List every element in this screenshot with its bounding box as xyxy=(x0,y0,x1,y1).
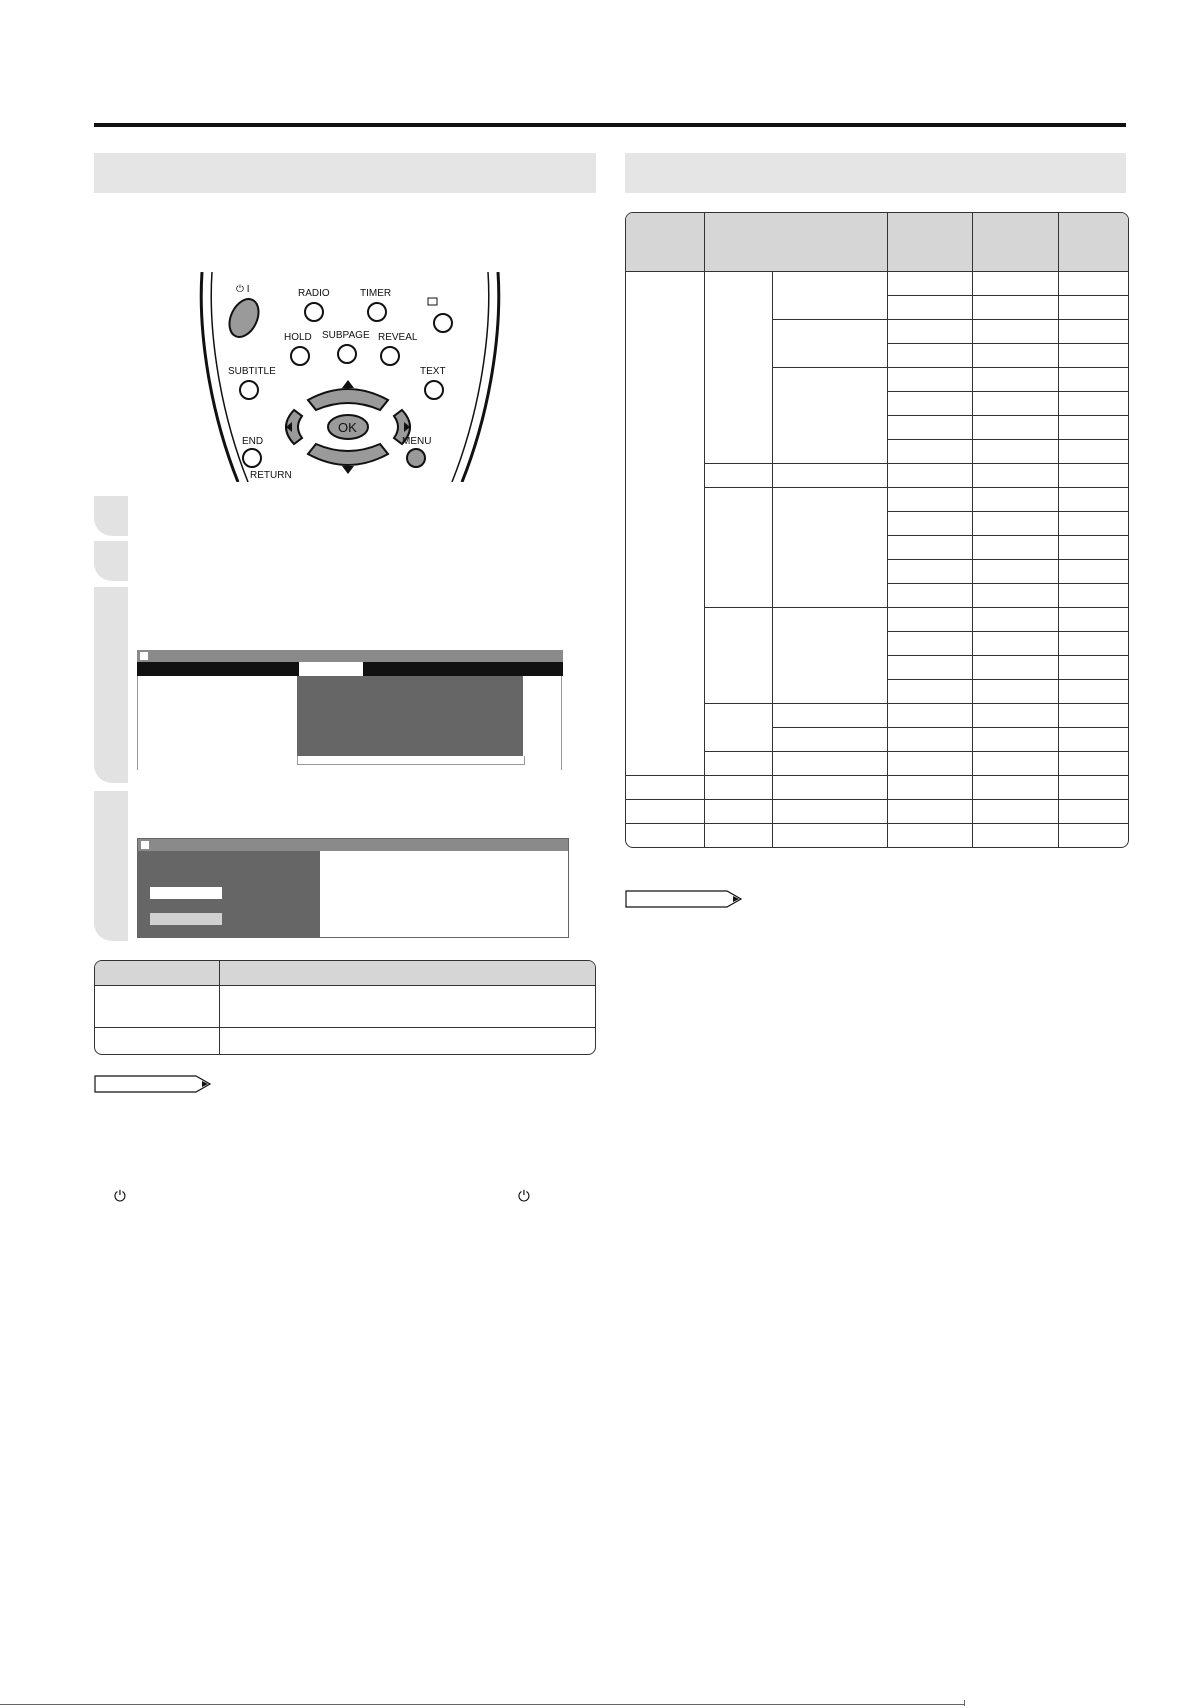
menu-screen-illustration xyxy=(137,650,563,770)
table-row xyxy=(626,824,1128,848)
power-icon: ⏻ xyxy=(518,1188,530,1205)
table-cell xyxy=(773,728,887,752)
table-cell xyxy=(1059,632,1128,656)
table-cell xyxy=(972,776,1058,800)
table-cell xyxy=(972,680,1058,704)
table-cell xyxy=(773,608,887,704)
table-cell xyxy=(1059,680,1128,704)
selection-option-2[interactable] xyxy=(150,913,222,925)
step-3-tab xyxy=(94,587,128,783)
teletext-mode-icon xyxy=(428,298,437,305)
table-cell xyxy=(887,392,972,416)
settings-table-cell xyxy=(220,1028,595,1054)
step-4-tab xyxy=(94,791,128,941)
table-header-cell xyxy=(704,213,887,272)
power-button-label: ⏻ I xyxy=(236,284,250,295)
note-tag-left xyxy=(94,1075,212,1093)
table-cell xyxy=(704,608,772,704)
table-cell xyxy=(972,656,1058,680)
table-cell xyxy=(887,680,972,704)
table-cell xyxy=(1059,728,1128,752)
table-cell xyxy=(704,752,772,776)
settings-table-cell xyxy=(95,986,220,1028)
table-cell xyxy=(773,704,887,728)
up-button[interactable] xyxy=(308,389,388,410)
subtitle-button-label: SUBTITLE xyxy=(228,366,276,377)
table-cell xyxy=(887,368,972,392)
table-cell xyxy=(887,560,972,584)
text-button-label: TEXT xyxy=(420,366,446,377)
settings-table-header-cell xyxy=(95,961,220,986)
settings-table-cell xyxy=(95,1028,220,1054)
subpage-button[interactable] xyxy=(338,345,356,363)
table-cell xyxy=(972,536,1058,560)
table-cell xyxy=(704,776,772,800)
reveal-button[interactable] xyxy=(381,347,399,365)
table-cell xyxy=(1059,824,1128,848)
step-2-tab xyxy=(94,541,128,581)
teletext-mode-button[interactable] xyxy=(434,314,452,332)
table-cell xyxy=(773,272,887,320)
table-cell xyxy=(887,584,972,608)
table-cell xyxy=(704,488,772,608)
table-cell xyxy=(972,728,1058,752)
radio-button-label: RADIO xyxy=(298,288,330,299)
menu-bar-selected-item[interactable] xyxy=(299,662,363,676)
menu-right-edge xyxy=(561,676,562,770)
table-cell xyxy=(887,824,972,848)
section-header-right xyxy=(625,153,1126,193)
table-cell xyxy=(773,776,887,800)
table-cell xyxy=(972,320,1058,344)
table-cell xyxy=(887,464,972,488)
table-cell xyxy=(1059,584,1128,608)
table-cell xyxy=(887,416,972,440)
table-cell xyxy=(887,272,972,296)
table-cell xyxy=(626,800,704,824)
table-cell xyxy=(887,656,972,680)
table-cell xyxy=(773,464,887,488)
table-header-cell xyxy=(626,213,704,272)
menu-icon xyxy=(140,652,148,660)
arrow-up-icon xyxy=(342,380,354,388)
table-cell xyxy=(1059,392,1128,416)
table-cell xyxy=(1059,560,1128,584)
section-header-left xyxy=(94,153,596,193)
timer-button-label: TIMER xyxy=(360,288,392,299)
table-cell xyxy=(972,344,1058,368)
menu-items-table xyxy=(625,212,1129,848)
settings-table-row xyxy=(95,986,595,1028)
table-cell xyxy=(972,416,1058,440)
table-cell xyxy=(704,272,772,464)
table-cell xyxy=(972,440,1058,464)
end-button-label: END xyxy=(242,436,264,447)
table-cell xyxy=(626,776,704,800)
table-header-cell xyxy=(1059,213,1128,272)
menu-dropdown[interactable] xyxy=(297,676,523,756)
table-cell xyxy=(773,368,887,464)
table-cell xyxy=(887,320,972,344)
table-cell xyxy=(1059,800,1128,824)
power-icon: ⏻ xyxy=(114,1188,126,1205)
bottom-tick xyxy=(964,1700,965,1706)
menu-button[interactable] xyxy=(407,449,425,467)
table-cell xyxy=(704,704,772,752)
table-cell xyxy=(704,824,772,848)
menu-title-bar xyxy=(137,650,563,662)
table-cell xyxy=(1059,416,1128,440)
table-cell xyxy=(773,488,887,608)
table-cell xyxy=(1059,752,1128,776)
menu-dropdown-bottom-item[interactable] xyxy=(297,756,525,765)
table-cell xyxy=(887,800,972,824)
return-button-label: RETURN xyxy=(250,470,292,481)
selection-panel xyxy=(138,851,320,937)
table-cell xyxy=(887,536,972,560)
table-cell xyxy=(972,632,1058,656)
down-button[interactable] xyxy=(308,444,388,465)
table-cell xyxy=(887,344,972,368)
table-cell xyxy=(1059,440,1128,464)
table-cell xyxy=(887,296,972,320)
table-cell xyxy=(1059,512,1128,536)
table-cell xyxy=(972,272,1058,296)
menu-button-label: MENU xyxy=(402,436,432,447)
table-cell xyxy=(773,824,887,848)
radio-button[interactable] xyxy=(305,303,323,321)
table-cell xyxy=(1059,656,1128,680)
subpage-button-label: SUBPAGE xyxy=(322,330,370,341)
subtitle-button[interactable] xyxy=(240,381,258,399)
ok-button-label: OK xyxy=(338,420,357,435)
table-cell xyxy=(972,608,1058,632)
settings-table-header xyxy=(95,961,595,986)
table-cell xyxy=(1059,344,1128,368)
settings-table-row xyxy=(95,1028,595,1054)
table-header-cell xyxy=(972,213,1058,272)
table-cell xyxy=(626,824,704,848)
table-cell xyxy=(972,296,1058,320)
remote-control-illustration xyxy=(190,272,510,482)
table-cell xyxy=(1059,464,1128,488)
settings-table-header-cell xyxy=(220,961,595,986)
note-tag-right xyxy=(625,890,743,908)
table-row xyxy=(626,272,1128,296)
table-cell xyxy=(972,800,1058,824)
table-cell xyxy=(972,584,1058,608)
settings-table-cell xyxy=(220,986,595,1028)
arrow-down-icon xyxy=(342,466,354,474)
table-cell xyxy=(972,704,1058,728)
table-cell xyxy=(972,752,1058,776)
table-cell xyxy=(704,464,772,488)
timer-button[interactable] xyxy=(368,303,386,321)
table-cell xyxy=(887,728,972,752)
table-cell xyxy=(1059,320,1128,344)
table-row xyxy=(626,776,1128,800)
table-cell xyxy=(887,440,972,464)
table-cell xyxy=(1059,488,1128,512)
selection-option-1[interactable] xyxy=(150,887,222,899)
menu-left-area xyxy=(137,676,298,770)
table-cell xyxy=(887,704,972,728)
table-cell xyxy=(626,272,704,776)
table-cell xyxy=(887,752,972,776)
power-button[interactable] xyxy=(224,294,264,341)
table-cell xyxy=(887,608,972,632)
table-cell xyxy=(1059,536,1128,560)
hold-button[interactable] xyxy=(291,347,309,365)
table-cell xyxy=(773,752,887,776)
reveal-button-label: REVEAL xyxy=(378,332,418,343)
table-cell xyxy=(1059,368,1128,392)
end-return-button[interactable] xyxy=(243,449,261,467)
table-cell xyxy=(704,800,772,824)
table-cell xyxy=(887,776,972,800)
table-cell xyxy=(773,800,887,824)
table-cell xyxy=(972,464,1058,488)
table-cell xyxy=(887,488,972,512)
bottom-rule xyxy=(0,1704,964,1705)
table-header-cell xyxy=(887,213,972,272)
table-cell xyxy=(1059,704,1128,728)
text-button[interactable] xyxy=(425,381,443,399)
table-cell xyxy=(1059,272,1128,296)
selection-screen-illustration xyxy=(137,838,569,938)
top-rule xyxy=(94,123,1126,127)
table-cell xyxy=(887,512,972,536)
selection-icon xyxy=(141,841,149,849)
table-cell xyxy=(773,320,887,368)
menu-items-table-header xyxy=(626,213,1128,272)
table-cell xyxy=(972,824,1058,848)
table-cell xyxy=(972,560,1058,584)
table-cell xyxy=(972,512,1058,536)
table-cell xyxy=(1059,296,1128,320)
selection-title-bar xyxy=(138,839,568,851)
settings-table xyxy=(94,960,596,1055)
table-cell xyxy=(1059,776,1128,800)
table-cell xyxy=(972,488,1058,512)
table-cell xyxy=(887,632,972,656)
step-1-tab xyxy=(94,496,128,536)
table-cell xyxy=(972,368,1058,392)
table-cell xyxy=(972,392,1058,416)
hold-button-label: HOLD xyxy=(284,332,312,343)
table-row xyxy=(626,800,1128,824)
table-cell xyxy=(1059,608,1128,632)
